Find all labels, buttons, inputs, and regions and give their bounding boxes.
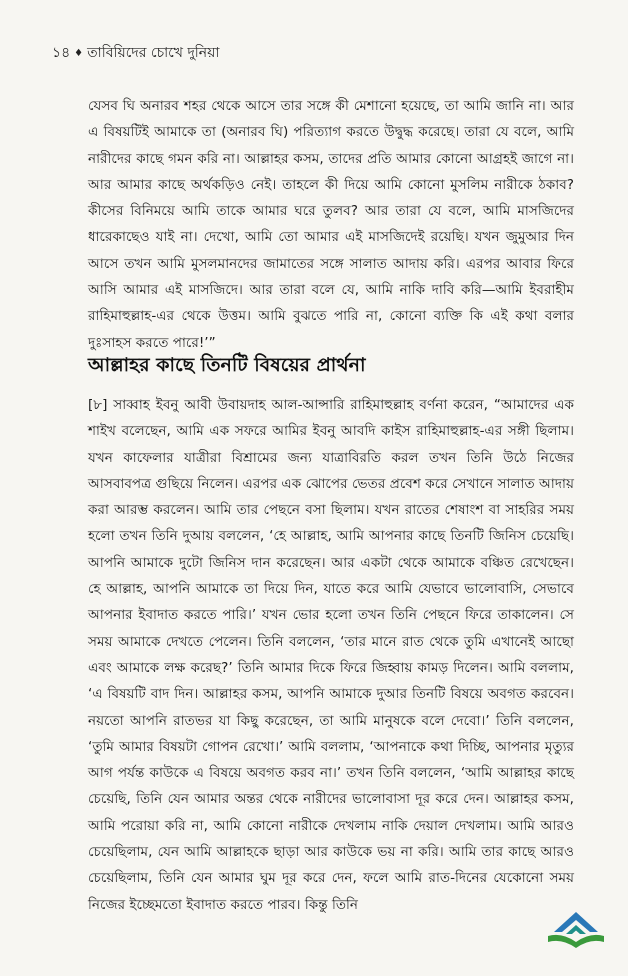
section-heading: আল্লাহর কাছে তিনটি বিষয়ের প্রার্থনা (88, 354, 366, 376)
logo-inner-shape (566, 925, 586, 934)
book-title: তাবিয়িদের চোখে দুনিয়া (87, 45, 220, 61)
narration-paragraph: [৮] সাব্বাহ ইবনু আবী উবায়দাহ আল-আন্সারি রাহিমাহুল্লাহ বর্ণনা করেন, “আমাদের এক শাইখ বলেছেন, আমি এক সফরে আমির ইবনু আবদি কাইস রাহিমাহুল্লাহ-এর সঙ্গী ছিলাম। যখন কাফেলার যাত্রীরা বিশ্রামের জন্য যাত্রাবিরতি করল তখন তিনি উঠে নিজের আসবাবপত্র গুছিয়ে নিলেন। এরপর এক ঝোপের ভেতর প্রবেশ করে সেখানে সালাত আদায় করা আরম্ভ করলেন। আমি তার পেছনে বসা ছিলাম। যখন রাতের শেষাংশ বা সাহরির সময় হলো তখন তিনি দুআয় বললেন, ‘হে আল্লাহ, আমি আপনার কাছে তিনটি জিনিস চেয়েছি। আপনি আমাকে দুটো জিনিস দান করেছেন। আর একটা থেকে আমাকে বঞ্চিত রেখেছেন। হে আল্লাহ, আপনি আমাকে তা দিয়ে দিন, যাতে করে আমি যেভাবে ভালোবাসি, সেভাবে আপনার ইবাদাত করতে পারি।’ যখন ভোর হলো তখন তিনি পেছনে ফিরে তাকালেন। সে সময় আমাকে দেখতে পেলেন। তিনি বললেন, ‘তার মানে রাত থেকে তুমি এখানেই আছো এবং আমাকে লক্ষ করেছ?’ তিনি আমার দিকে ফিরে জিহ্বায় কামড় দিলেন। আমি বললাম, ‘এ বিষয়টি বাদ দিন। আল্লাহর কসম, আপনি আমাকে দুআর তিনটি বিষয়ে অবগত করবেন। নয়তো আপনি রাতভর যা কিছু করেছেন, তা আমি মানুষকে বলে দেবো।’ তিনি বললেন, ‘তুমি আমার বিষয়টা গোপন রেখো।’ আমি বললাম, ‘আপনাকে কথা দিচ্ছি, আপনার মৃত্যুর আগ পর্যন্ত কাউকে এ বিষয়ে অবগত করব না।’ তখন তিনি বললেন, ‘আমি আল্লাহর কাছে চেয়েছি, তিনি যেন আমার অন্তর থেকে নারীদের ভালোবাসা দূর করে দেন। আল্লাহর কসম, আমি পরোয়া করি না, আমি কোনো নারীকে দেখলাম নাকি দেয়াল দেখলাম। আমি আরও চেয়েছিলাম, যেন আমি আল্লাহকে ছাড়া আর কাউকে ভয় না করি। আমি তার কাছে আরও চেয়েছিলাম, তিনি যেন আমার ঘুম দূর করে দেন, ফলে আমি রাত-দিনের যেকোনো সময় নিজের ইচ্ছেমতো ইবাদাত করতে পারব। কিন্তু তিনি (88, 397, 574, 913)
header-separator-icon: ♦ (74, 48, 84, 59)
publisher-logo-icon (544, 906, 608, 954)
continuation-paragraph: যেসব ঘি অনারব শহর থেকে আসে তার সঙ্গে কী মেশানো হয়েছে, তা আমি জানি না। আর এ বিষয়টিই আমাকে তা (অনারব ঘি) পরিত্যাগ করতে উদ্বুদ্ধ করেছে। তারা যে বলে, আমি নারীদের কাছে গমন করি না। আল্লাহর কসম, তাদের প্রতি আমার কোনো আগ্রহই জাগে না। আর আমার কাছে অর্থকড়িও নেই। তাহলে কী দিয়ে আমি কোনো মুসলিম নারীকে ঠকাব? কীসের বিনিময়ে আমি তাকে আমার ঘরে তুলব? আর তারা যে বলে, আমি মাসজিদের ধারেকাছেও যাই না। দেখো, আমি তো আমার এই মাসজিদেই রয়েছি। যখন জুমুআর দিন আসে তখন আমি মুসলমানদের জামাতের সঙ্গে সালাত আদায় করি। এরপর আবার ফিরে আসি আমার এই মাসজিদে। আর তারা বলে যে, আমি নাকি দাবি করি—আমি ইবরাহীম রাহিমাহুল্লাহ-এর থেকে উত্তম। আমি বুঝতে পারি না, কোনো ব্যক্তি কি এই কথা বলার দুঃসাহস করতে পারে!’” (88, 98, 574, 351)
logo-book-right-shape (576, 935, 604, 948)
logo-book-left-shape (548, 935, 576, 948)
page-number: ১৪ (52, 45, 71, 61)
running-header (52, 44, 219, 64)
